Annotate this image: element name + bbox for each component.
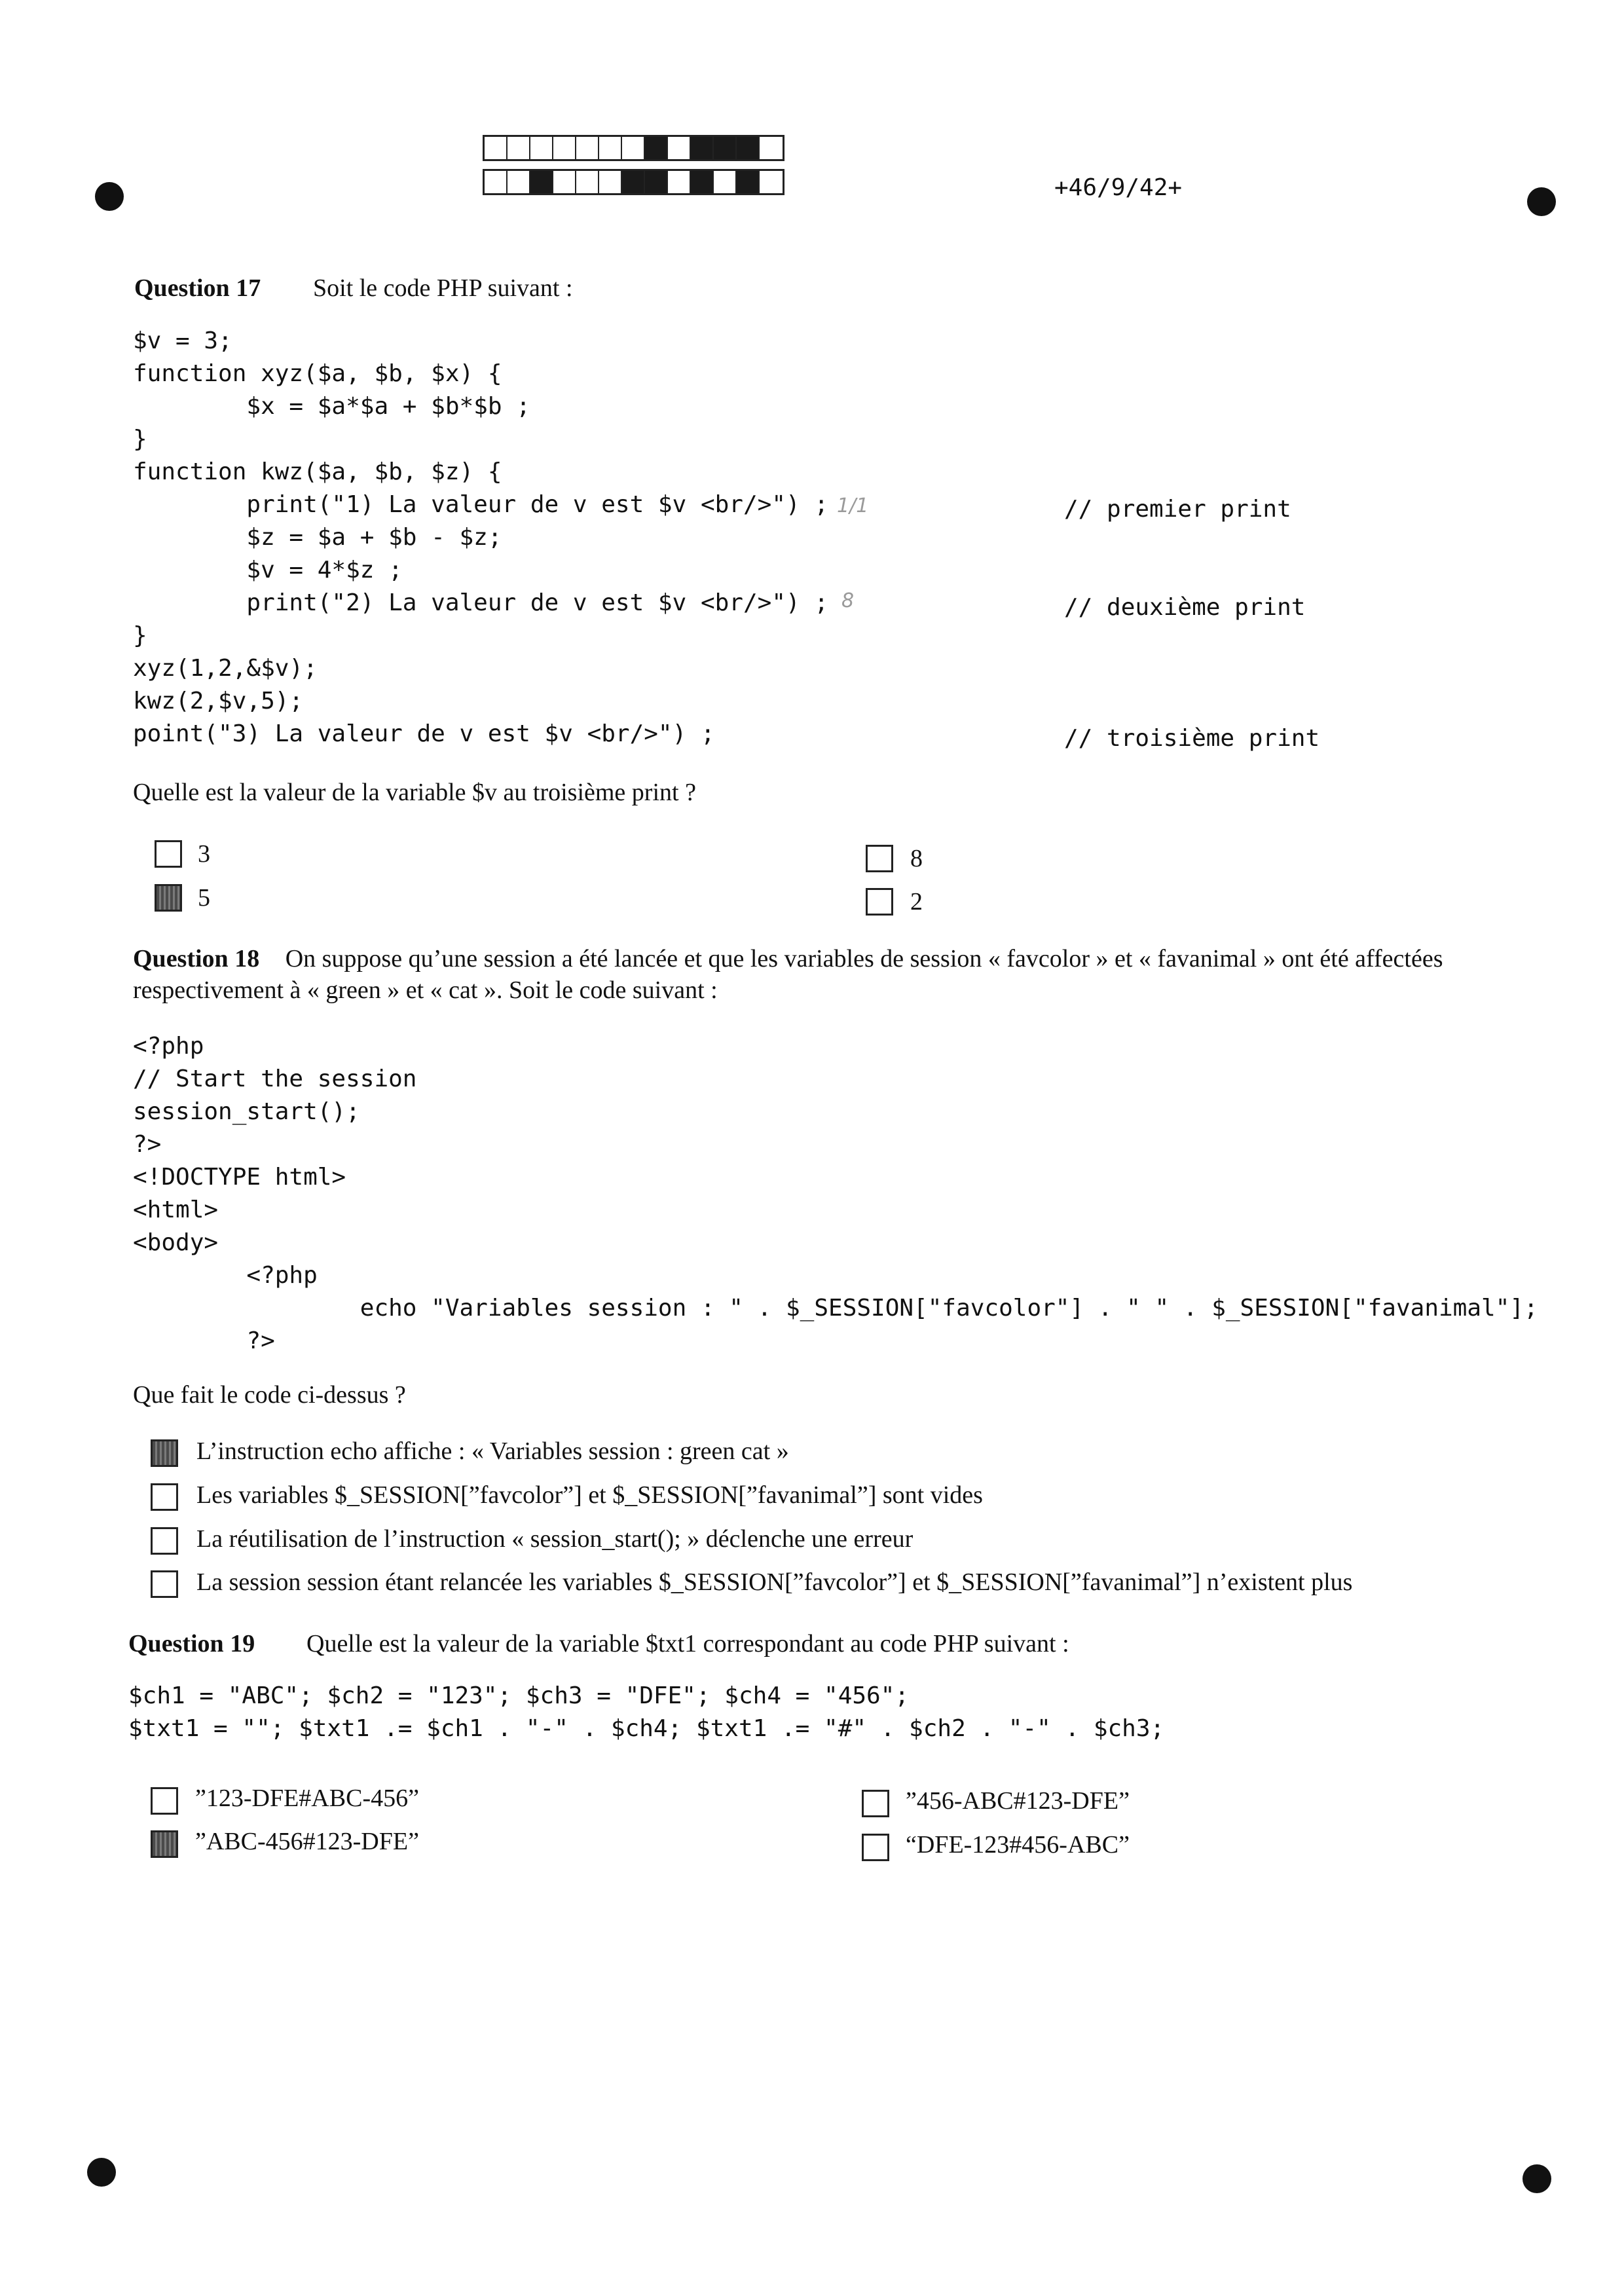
header-barcode-bottom: [483, 169, 784, 195]
corner-mark-top-right: [1527, 187, 1556, 216]
code-line: $v = 4*$z ;: [133, 557, 403, 583]
code-line: }: [133, 426, 147, 453]
barcode-cell: [599, 171, 622, 193]
comment-deuxieme-print: // deuxième print: [1064, 594, 1306, 621]
barcode-cell: [760, 137, 783, 159]
q17-option-checkbox[interactable]: [866, 888, 893, 916]
barcode-cell: [645, 171, 668, 193]
code-line: <?php: [133, 1262, 318, 1289]
q19-option-checkbox[interactable]: [151, 1787, 178, 1815]
barcode-cell: [599, 137, 622, 159]
question-17-label: Question 17: [134, 274, 261, 302]
pencil-annotation-2: 8: [841, 589, 855, 612]
code-line: $v = 3;: [133, 327, 232, 354]
q19-option-checkbox[interactable]: [862, 1790, 889, 1817]
question-18-label: Question 18: [133, 945, 260, 972]
barcode-cell: [530, 137, 553, 159]
code-line: echo "Variables session : " . $_SESSION["favcolor"] . " " . $_SESSION["favanimal"];: [133, 1295, 1538, 1322]
q17-option-checkbox[interactable]: [866, 845, 893, 872]
code-line: $ch1 = "ABC"; $ch2 = "123"; $ch3 = "DFE"; $ch4 = "456";: [128, 1682, 910, 1709]
q17-option-label: 5: [198, 884, 210, 912]
barcode-cell: [576, 137, 599, 159]
barcode-cell: [714, 137, 737, 159]
q18-option-label: La session session étant relancée les variables $_SESSION[”favcolor”] et $_SESSION[”favanimal”] n’existent plus: [196, 1568, 1353, 1596]
code-line: function kwz($a, $b, $z) {: [133, 458, 502, 485]
code-line: kwz(2,$v,5);: [133, 688, 304, 714]
barcode-cell: [668, 137, 691, 159]
question-18-prompt: Que fait le code ci-dessus ?: [133, 1381, 406, 1409]
q19-option-label: “DFE-123#456-ABC”: [906, 1831, 1130, 1859]
barcode-cell: [485, 171, 507, 193]
barcode-cell: [507, 171, 530, 193]
q18-option-checkbox[interactable]: [151, 1483, 178, 1511]
code-line: <?php: [133, 1033, 204, 1060]
barcode-cell: [691, 137, 714, 159]
question-19-label: Question 19: [128, 1630, 255, 1657]
barcode-cell: [645, 137, 668, 159]
barcode-cell: [737, 137, 760, 159]
code-line: <html>: [133, 1196, 219, 1223]
code-line: function xyz($a, $b, $x) {: [133, 360, 502, 387]
corner-mark-bottom-left: [87, 2158, 116, 2187]
barcode-cell: [760, 171, 783, 193]
question-19-intro: Quelle est la valeur de la variable $txt1 correspondant au code PHP suivant :: [306, 1630, 1069, 1657]
q17-option-label: 8: [910, 845, 923, 872]
q18-option-label: L’instruction echo affiche : « Variables session : green cat »: [196, 1437, 789, 1465]
question-19-code: [128, 1680, 1164, 1745]
barcode-cell: [507, 137, 530, 159]
barcode-cell: [576, 171, 599, 193]
corner-mark-top-left: [95, 182, 124, 211]
code-line: // Start the session: [133, 1065, 417, 1092]
barcode-cell: [691, 171, 714, 193]
barcode-cell: [530, 171, 553, 193]
code-line: $txt1 = ""; $txt1 .= $ch1 . "-" . $ch4; $txt1 .= "#" . $ch2 . "-" . $ch3;: [128, 1715, 1165, 1742]
pencil-annotation-1: 1/1: [837, 494, 869, 517]
barcode-cell: [553, 171, 576, 193]
q17-option-label: 3: [198, 840, 210, 868]
q19-option-label: ”456-ABC#123-DFE”: [906, 1787, 1130, 1815]
barcode-cell: [737, 171, 760, 193]
q18-option-checkbox[interactable]: [151, 1439, 178, 1467]
code-line: print("1) La valeur de v est $v <br/>") ;: [133, 491, 829, 518]
code-line: <body>: [133, 1229, 219, 1256]
code-line: xyz(1,2,&$v);: [133, 655, 318, 682]
code-line: ?>: [133, 1131, 162, 1158]
barcode-cell: [668, 171, 691, 193]
q19-option-label: ”123-DFE#ABC-456”: [195, 1785, 419, 1812]
q18-option-checkbox[interactable]: [151, 1527, 178, 1555]
barcode-cell: [622, 171, 645, 193]
code-line: $z = $a + $b - $z;: [133, 524, 502, 551]
q19-option-checkbox[interactable]: [862, 1834, 889, 1861]
comment-troisieme-print: // troisième print: [1064, 725, 1320, 752]
barcode-cell: [622, 137, 645, 159]
code-line: session_start();: [133, 1098, 360, 1125]
barcode-cell: [553, 137, 576, 159]
code-line: print("2) La valeur de v est $v <br/>") ;: [133, 589, 829, 616]
question-17-code: [133, 325, 828, 750]
question-17-prompt: Quelle est la valeur de la variable $v au troisième print ?: [133, 779, 696, 806]
code-line: $x = $a*$a + $b*$b ;: [133, 393, 530, 420]
page-code: +46/9/42+: [1054, 174, 1183, 201]
question-18-code: [133, 1030, 1538, 1358]
code-line: }: [133, 622, 147, 649]
q19-option-label: ”ABC-456#123-DFE”: [195, 1828, 419, 1855]
header-barcode-top: [483, 135, 784, 161]
q18-option-label: La réutilisation de l’instruction « session_start(); » déclenche une erreur: [196, 1525, 913, 1553]
code-line: ?>: [133, 1327, 275, 1354]
question-17-intro: Soit le code PHP suivant :: [313, 274, 573, 302]
q17-option-label: 2: [910, 888, 923, 916]
barcode-cell: [485, 137, 507, 159]
barcode-cell: [714, 171, 737, 193]
question-18-intro: On suppose qu’une session a été lancée et que les variables de session « favcolor » et « favanimal » ont été affectées respectivement à « green » et « cat ». Soit le code suivant :: [133, 945, 1443, 1004]
code-line: <!DOCTYPE html>: [133, 1164, 346, 1191]
question-18-block: [133, 943, 1534, 1006]
corner-mark-bottom-right: [1522, 2164, 1551, 2193]
comment-premier-print: // premier print: [1064, 496, 1291, 523]
code-line: point("3) La valeur de v est $v <br/>") ;: [133, 720, 715, 747]
q18-option-checkbox[interactable]: [151, 1570, 178, 1598]
q17-option-checkbox[interactable]: [155, 840, 182, 868]
q18-option-label: Les variables $_SESSION[”favcolor”] et $_SESSION[”favanimal”] sont vides: [196, 1481, 983, 1509]
q17-option-checkbox[interactable]: [155, 884, 182, 912]
q19-option-checkbox[interactable]: [151, 1830, 178, 1858]
